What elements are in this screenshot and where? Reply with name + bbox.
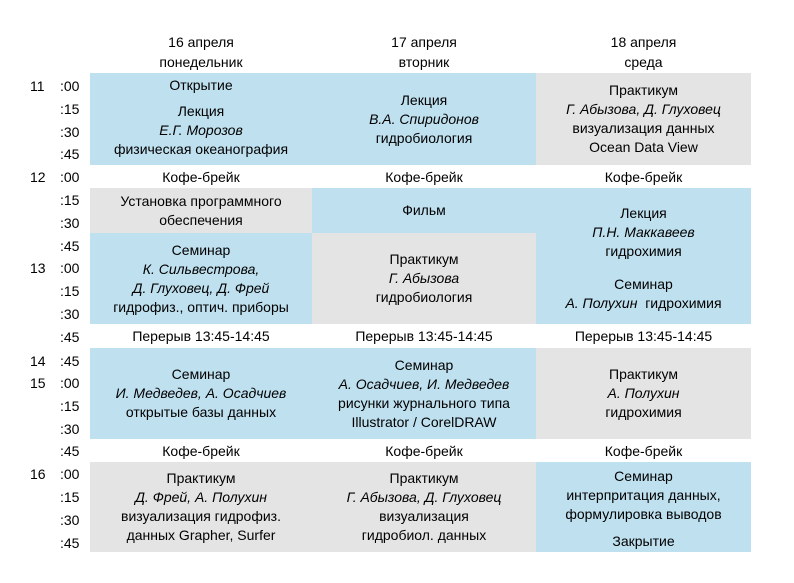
minute-label: :45 xyxy=(60,238,80,254)
coffee-break-wed: Кофе-брейк xyxy=(536,166,751,188)
hour-label: 11 xyxy=(30,78,45,94)
event-wed-practicum xyxy=(536,73,751,165)
event-type: Лекция xyxy=(400,91,448,108)
event-wed-practicum-chem xyxy=(536,348,751,439)
coffee-break-tue-2: Кофе-брейк xyxy=(312,440,536,462)
event-speaker: П.Н. Маккавеев xyxy=(592,224,695,240)
event-speaker: Г. Абызова xyxy=(388,270,460,286)
event-tue-seminar xyxy=(312,348,536,439)
event-type: Практикум xyxy=(389,251,459,267)
event-mon-seminar xyxy=(90,233,312,324)
event-topic: гидробиол. данных xyxy=(361,527,487,543)
event-type: Практикум xyxy=(609,82,678,98)
minute-label: :30 xyxy=(60,306,80,322)
hour-label: 12 xyxy=(30,169,46,185)
event-topic: гидрофиз., оптич. приборы xyxy=(113,298,289,315)
minute-label: :00 xyxy=(60,466,80,482)
day-header-wed xyxy=(536,32,751,72)
coffee-break-tue: Кофе-брейк xyxy=(312,166,536,188)
event-title: обеспечения xyxy=(159,211,243,228)
hour-label: 15 xyxy=(30,375,46,391)
event-topic: данных Grapher, Surfer xyxy=(126,527,276,543)
event-mon-install xyxy=(90,188,312,233)
minute-label: :00 xyxy=(60,260,80,276)
event-speaker: И. Медведев, А. Осадчиев xyxy=(115,385,287,401)
event-topic: интерпритация данных, xyxy=(566,487,721,503)
minute-label: :00 xyxy=(60,169,80,185)
event-title: Фильм xyxy=(402,202,446,218)
minute-label: :45 xyxy=(60,329,80,345)
event-topic: гидрохимия xyxy=(605,404,682,420)
event-topic: гидробиология xyxy=(375,129,473,146)
event-title: Открытие xyxy=(169,77,233,93)
event-mon-seminar-databases xyxy=(90,348,312,439)
event-speaker: Г. Абызова, Д. Глуховец xyxy=(566,101,721,117)
minute-label: :45 xyxy=(60,535,80,551)
event-speaker: А. Полухин xyxy=(565,295,638,311)
event-speaker: Д. Фрей, А. Полухин xyxy=(135,489,267,505)
coffee-break-mon-2: Кофе-брейк xyxy=(90,440,312,462)
event-type: Семинар xyxy=(614,468,673,484)
event-type: Практикум xyxy=(166,470,236,486)
day-weekday: среда xyxy=(624,54,663,70)
event-topic: рисунки журнального типа xyxy=(338,394,510,411)
event-wed-seminar-closing xyxy=(536,462,751,552)
minute-label: :30 xyxy=(60,512,80,528)
event-topic: гидрохимия xyxy=(605,243,682,259)
minute-label: :30 xyxy=(60,215,80,231)
minute-label: :15 xyxy=(60,283,80,299)
event-speaker: А. Полухин xyxy=(607,385,680,401)
event-type: Лекция xyxy=(177,103,225,119)
minute-label: :45 xyxy=(60,443,80,459)
event-topic: Ocean Data View xyxy=(589,139,698,155)
event-tue-practicum-2 xyxy=(312,462,536,552)
minute-label: :15 xyxy=(60,192,80,208)
day-date: 16 апреля xyxy=(168,34,234,50)
event-topic: визуализация данных xyxy=(572,120,715,136)
event-topic: Illustrator / CorelDRAW xyxy=(351,413,497,430)
minute-label: :00 xyxy=(60,375,80,391)
event-mon-opening-lecture xyxy=(90,73,312,165)
event-topic: визуализация xyxy=(379,508,469,524)
day-date: 18 апреля xyxy=(610,34,677,50)
day-header-mon xyxy=(90,32,312,72)
hour-label: 13 xyxy=(30,260,46,276)
event-tue-practicum xyxy=(312,233,536,324)
event-speaker: Г. Абызова, Д. Глуховец xyxy=(346,489,502,505)
event-type: Семинар xyxy=(171,241,231,258)
event-type: Семинар xyxy=(394,356,454,373)
coffee-break-mon: Кофе-брейк xyxy=(90,166,312,188)
event-type: Практикум xyxy=(609,366,678,382)
event-tue-film xyxy=(312,188,536,233)
break-tue: Перерыв 13:45-14:45 xyxy=(312,325,536,347)
event-topic: физическая океанография xyxy=(113,141,289,157)
event-type: Семинар xyxy=(614,276,673,292)
event-mon-practicum xyxy=(90,462,312,552)
event-title: Установка программного xyxy=(120,192,282,209)
break-wed: Перерыв 13:45-14:45 xyxy=(536,325,751,347)
minute-label: :30 xyxy=(60,421,80,437)
event-speaker: Д. Глуховец, Д. Фрей xyxy=(132,279,270,296)
event-topic: формулировка выводов xyxy=(565,506,722,522)
hour-label: 16 xyxy=(30,466,46,482)
event-speaker: К. Сильвестрова, xyxy=(142,260,260,277)
break-mon: Перерыв 13:45-14:45 xyxy=(90,325,312,347)
day-weekday: вторник xyxy=(398,54,450,70)
event-wed-lecture-seminar xyxy=(536,188,751,324)
event-topic: визуализация гидрофиз. xyxy=(121,508,281,524)
event-title: Закрытие xyxy=(612,533,675,549)
minute-label: :15 xyxy=(60,101,80,117)
day-header-tue xyxy=(312,32,536,72)
event-topic: открытые базы данных xyxy=(125,404,277,420)
event-speaker: Е.Г. Морозов xyxy=(159,122,243,138)
minute-label: :15 xyxy=(60,489,80,505)
event-type: Практикум xyxy=(389,470,459,486)
minute-label: :00 xyxy=(60,78,80,94)
event-type: Семинар xyxy=(171,366,231,382)
day-date: 17 апреля xyxy=(391,34,457,50)
minute-label: :45 xyxy=(60,353,80,369)
event-speaker: А. Осадчиев, И. Медведев xyxy=(338,375,510,392)
minute-label: :15 xyxy=(60,398,80,414)
minute-label: :45 xyxy=(60,146,80,162)
day-weekday: понедельник xyxy=(159,54,243,70)
minute-label: :30 xyxy=(60,124,80,140)
event-type: Лекция xyxy=(620,205,667,221)
event-tue-lecture xyxy=(312,73,536,165)
event-speaker: В.А. Спиридонов xyxy=(369,110,479,127)
event-topic: гидрохимия xyxy=(645,295,722,311)
coffee-break-wed-2: Кофе-брейк xyxy=(536,440,751,462)
hour-label: 14 xyxy=(30,353,46,369)
event-topic: гидробиология xyxy=(375,289,473,305)
